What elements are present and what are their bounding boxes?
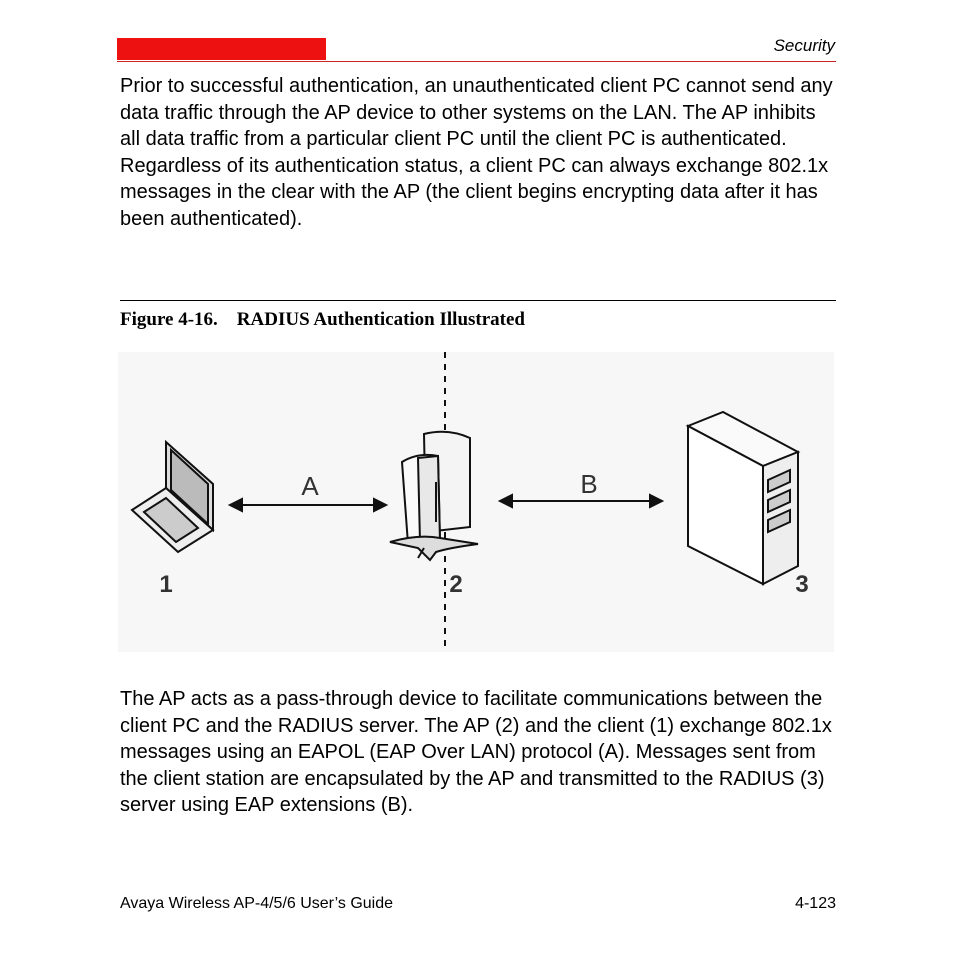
figure-rule [120,300,836,301]
label-3: 3 [795,571,809,598]
footer-page-number: 4-123 [795,895,836,912]
label-2: 2 [449,571,463,598]
header-accent-bar [117,38,326,60]
label-b: B [580,469,598,499]
footer-guide-title: Avaya Wireless AP-4/5/6 User’s Guide [120,895,394,912]
label-1: 1 [159,571,173,598]
header-rule [117,61,836,62]
figure-caption: Figure 4-16. RADIUS Authentication Illustrated [120,309,525,330]
paragraph-intro: Prior to successful authentication, an unauthenticated client PC cannot send any data traffic through the AP device to other systems on the LAN. The AP inhibits all data traffic from a particular client PC until the client PC is authenticated. Regardless of its authentication status, a client PC can always exchange 802.1x messages in the clear with the AP (the client begins encrypting data after it has been authenticated). [120,75,833,230]
radius-diagram [118,352,834,652]
label-a: A [301,471,319,501]
section-title: Security [773,36,835,55]
paragraph-description: The AP acts as a pass-through device to facilitate communications between the client PC and the RADIUS server. The AP (2) and the client (1) exchange 802.1x messages using an EAPOL (EAP Over LAN) protocol (A). Messages sent from the client station are encapsulated by the AP and transmitted to the RADIUS (3) server using EAP extensions (B). [120,688,832,816]
